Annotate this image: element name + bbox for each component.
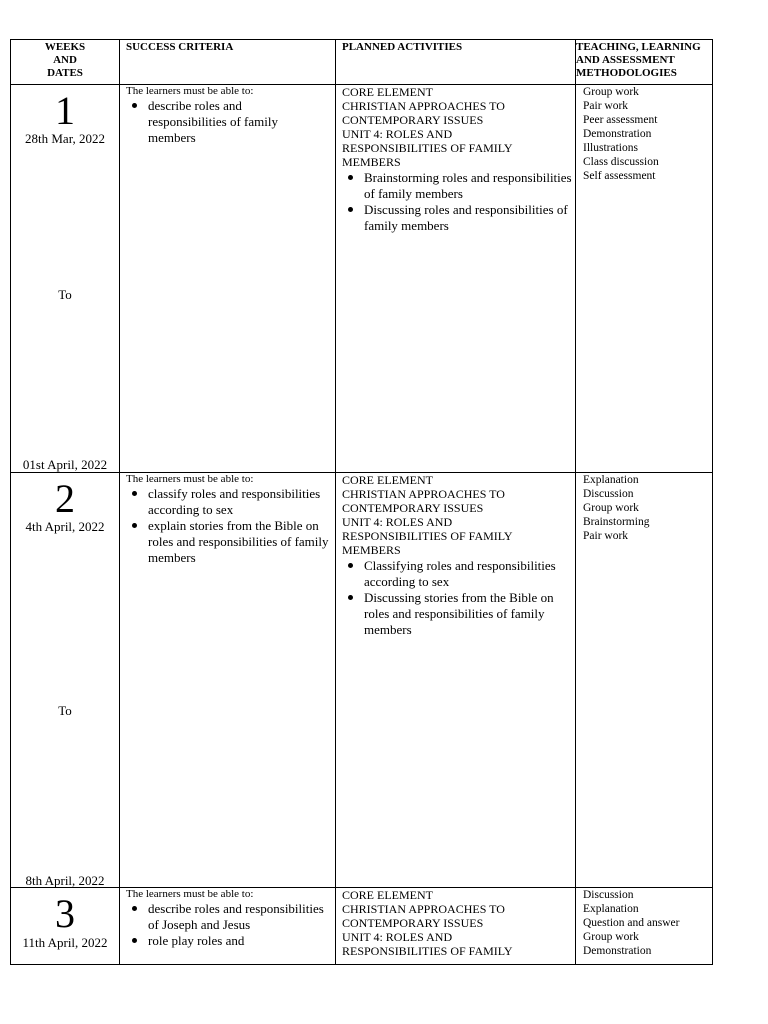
header-weeks-line: WEEKS <box>44 41 86 53</box>
success-criteria-cell <box>126 888 331 964</box>
week-start-date: 4th April, 2022 <box>25 519 105 534</box>
method-item: Discussion <box>583 488 634 500</box>
activity-heading: CONTEMPORARY ISSUES <box>342 501 484 515</box>
criteria-item: explain stories from the Bible on roles and responsibilities of family members <box>126 518 331 566</box>
activity-heading: CONTEMPORARY ISSUES <box>342 916 484 930</box>
activity-item: Classifying roles and responsibilities according to sex <box>342 558 572 590</box>
methodologies-cell <box>583 888 711 958</box>
activity-item: Discussing roles and responsibilities of family members <box>342 202 572 234</box>
activity-heading: RESPONSIBILITIES OF FAMILY <box>342 529 513 543</box>
activity-item: Discussing stories from the Bible on roles and responsibilities of family members <box>342 590 572 638</box>
week-number: 2 <box>55 476 75 521</box>
criteria-item: describe roles and responsibilities of Joseph and Jesus <box>126 901 331 933</box>
header-methodologies <box>576 41 716 80</box>
method-item: Pair work <box>583 100 629 112</box>
method-item: Group work <box>583 86 639 98</box>
activity-heading: CORE ELEMENT <box>342 888 433 902</box>
header-methods-line: AND ASSESSMENT <box>576 54 675 66</box>
planned-activities-cell <box>342 85 572 234</box>
criteria-item: role play roles and <box>126 933 331 949</box>
criteria-item: describe roles and responsibilities of family members <box>126 98 308 146</box>
methodologies-cell <box>583 473 711 543</box>
header-weeks <box>11 41 119 80</box>
week-end-date: 01st April, 2022 <box>22 457 108 472</box>
scheme-of-work-table <box>10 39 713 965</box>
activity-heading: UNIT 4: ROLES AND <box>342 515 453 529</box>
header-planned-activities: PLANNED ACTIVITIES <box>342 41 463 53</box>
methodologies-cell <box>583 85 711 183</box>
activity-heading: CHRISTIAN APPROACHES TO <box>342 902 505 916</box>
method-item: Demonstration <box>583 945 652 957</box>
method-item: Group work <box>583 931 639 943</box>
method-item: Demonstration <box>583 128 652 140</box>
planned-activities-cell <box>342 888 572 964</box>
week-to-label: To <box>58 703 72 718</box>
header-methods-line: TEACHING, LEARNING <box>576 41 701 53</box>
success-criteria-cell <box>126 473 331 566</box>
activity-heading: CORE ELEMENT <box>342 85 433 99</box>
week-start-date: 28th Mar, 2022 <box>25 131 105 146</box>
criteria-intro: The learners must be able to: <box>126 473 254 485</box>
column-divider <box>119 40 120 964</box>
activity-heading: CORE ELEMENT <box>342 473 433 487</box>
week-number: 3 <box>55 891 75 936</box>
activity-heading: RESPONSIBILITIES OF FAMILY <box>342 141 513 155</box>
method-item: Brainstorming <box>583 516 650 528</box>
method-item: Illustrations <box>583 142 638 154</box>
activity-heading: CHRISTIAN APPROACHES TO <box>342 99 505 113</box>
header-methods-line: METHODOLOGIES <box>576 67 677 79</box>
success-criteria-cell <box>126 85 331 146</box>
criteria-intro: The learners must be able to: <box>126 85 254 97</box>
activity-heading: UNIT 4: ROLES AND <box>342 930 453 944</box>
activity-heading: CHRISTIAN APPROACHES TO <box>342 487 505 501</box>
week-to-label: To <box>58 287 72 302</box>
method-item: Explanation <box>583 903 639 915</box>
planned-activities-cell <box>342 473 572 638</box>
activity-heading: MEMBERS <box>342 543 401 557</box>
activity-heading: RESPONSIBILITIES OF FAMILY <box>342 944 513 958</box>
criteria-intro: The learners must be able to: <box>126 888 254 900</box>
header-weeks-line: AND <box>53 54 77 66</box>
activity-heading: MEMBERS <box>342 155 401 169</box>
week-end-date: 8th April, 2022 <box>25 873 105 888</box>
week-start-date: 11th April, 2022 <box>22 935 108 950</box>
activity-item: Brainstorming roles and responsibilities of family members <box>342 170 572 202</box>
header-weeks-line: DATES <box>47 67 83 79</box>
header-success-criteria: SUCCESS CRITERIA <box>126 41 234 53</box>
activity-heading: UNIT 4: ROLES AND <box>342 127 453 141</box>
method-item: Peer assessment <box>583 114 658 126</box>
method-item: Class discussion <box>583 156 659 168</box>
method-item: Self assessment <box>583 170 656 182</box>
week-number: 1 <box>55 88 75 133</box>
method-item: Group work <box>583 502 639 514</box>
method-item: Pair work <box>583 530 629 542</box>
method-item: Discussion <box>583 889 634 901</box>
activity-heading: CONTEMPORARY ISSUES <box>342 113 484 127</box>
method-item: Question and answer <box>583 917 680 929</box>
method-item: Explanation <box>583 474 639 486</box>
column-divider <box>575 40 576 964</box>
column-divider <box>335 40 336 964</box>
criteria-item: classify roles and responsibilities according to sex <box>126 486 331 518</box>
